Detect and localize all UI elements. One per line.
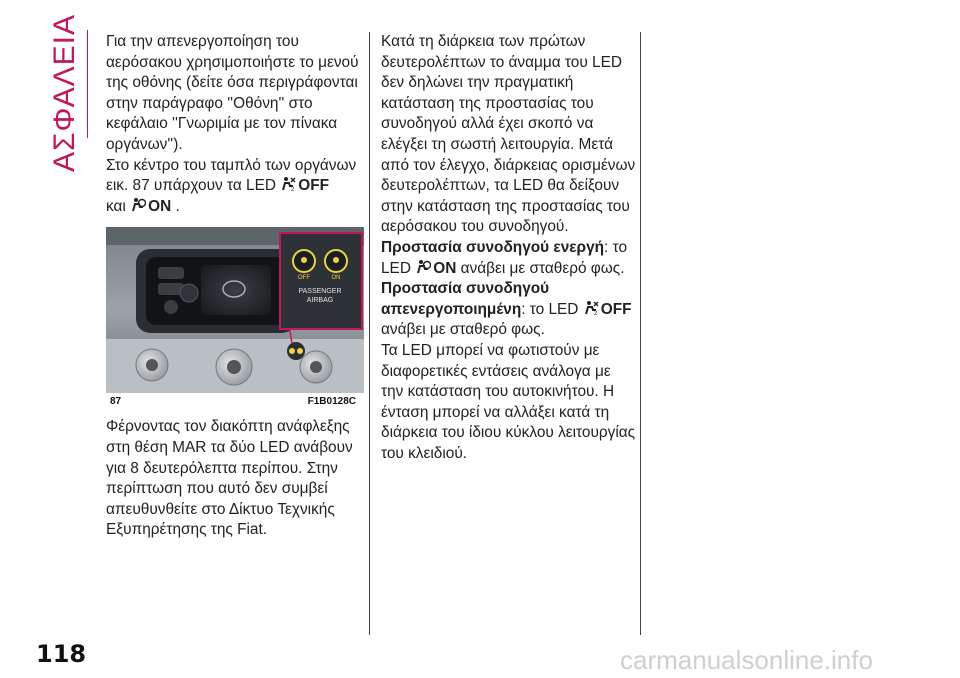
paragraph-leds-text: Στο κέντρο του ταμπλό των οργάνων εικ. 87 υπάρχουν τα LED <box>106 156 357 195</box>
paragraph-inactive <box>381 279 637 341</box>
panel-airbag-label: AIRBAG <box>306 297 334 305</box>
led-on-label: ON <box>148 197 172 215</box>
airbag-on-icon <box>415 259 431 275</box>
column-right <box>381 32 637 464</box>
paragraph-intensity: Τα LED μπορεί να φωτιστούν με διαφορετικές εντάσεις ανάλογα με την κατάσταση του αυτοκινήτου. Η ένταση μπορεί να αλλάξει κατά τη διάρκεια του ίδιου κύκλου λειτουργίας του κλειδιού. <box>381 341 636 462</box>
panel-on-label: ON <box>331 275 341 282</box>
figure-number: 87 <box>110 396 122 408</box>
svg-text:2: 2 <box>291 187 295 193</box>
section-title <box>48 13 88 172</box>
figure-caption <box>106 393 364 411</box>
paragraph-ignition: Φέρνοντας τον διακόπτη ανάφλεξης στη θέση MAR τα δύο LED ανάβουν για 8 δευτερόλεπτα περίπου. Στην περίπτωση που αυτό δεν συμβεί απευθυνθείτε στο Δίκτυο Τεχνικής Εξυπηρέτησης της Fiat. <box>106 418 353 539</box>
active-text: ανάβει με σταθερό φως. <box>460 259 625 277</box>
watermark: carmanualsonline.info <box>620 645 873 675</box>
airbag-off-icon <box>583 300 599 316</box>
svg-text:2: 2 <box>593 310 598 316</box>
paragraph-active <box>381 238 637 279</box>
paragraph-leds <box>106 156 364 218</box>
section-title-rule <box>87 30 88 138</box>
panel-off-label: OFF <box>298 275 310 282</box>
inactive-text: ανάβει με σταθερό φως. <box>381 321 545 339</box>
active-on-label: ON <box>433 259 457 277</box>
paragraph-first-seconds: Κατά τη διάρκεια των πρώτων δευτερολέπτων το άναμμα του LED δεν δηλώνει την πραγματική κατάσταση της προστασίας του συνοδηγού αλλά έχει σκοπό να ελέγξει τη σωστή λειτουργία. Μετά από τον έλεγχο, διάρκειας ορισμένων δευτερολέπτων, τα LED θα δείξουν στην κατάσταση της προστασίας του αερόσακου του συνοδηγού. <box>381 33 636 236</box>
period: . <box>175 197 180 215</box>
active-led-text: LED <box>381 259 411 277</box>
inactive-heading: Προστασία συνοδηγού απενεργοποιημένη <box>381 280 550 318</box>
column-divider-left <box>369 32 370 635</box>
dashboard-photo <box>106 227 364 393</box>
figure-87 <box>106 227 364 411</box>
panel-passenger-label: PASSENGER <box>298 288 342 296</box>
inactive-colon: : το LED <box>521 300 579 318</box>
page-number: 118 <box>36 640 87 668</box>
active-heading: Προστασία συνοδηγού ενεργή <box>381 238 605 256</box>
section-title-text: ΑΣΦΑΛΕΙΑ <box>48 13 81 172</box>
column-left <box>106 32 364 541</box>
figure-code: F1B0128C <box>307 396 356 408</box>
airbag-on-icon <box>130 197 146 213</box>
inactive-off-label: OFF <box>600 300 632 318</box>
airbag-off-icon <box>280 176 296 192</box>
led-off-label: OFF <box>298 177 330 195</box>
column-divider-right <box>640 32 641 635</box>
and-text: και <box>106 197 126 215</box>
active-colon: : το <box>604 238 628 256</box>
paragraph-deactivation: Για την απενεργοποίηση του αερόσακου χρησιμοποιήστε το μενού της οθόνης (δείτε όσα περιγράφονται στην παράγραφο ''Οθόνη'' στο κεφάλαιο ''Γνωριμία με τον πίνακα οργάνων''). <box>106 33 359 153</box>
